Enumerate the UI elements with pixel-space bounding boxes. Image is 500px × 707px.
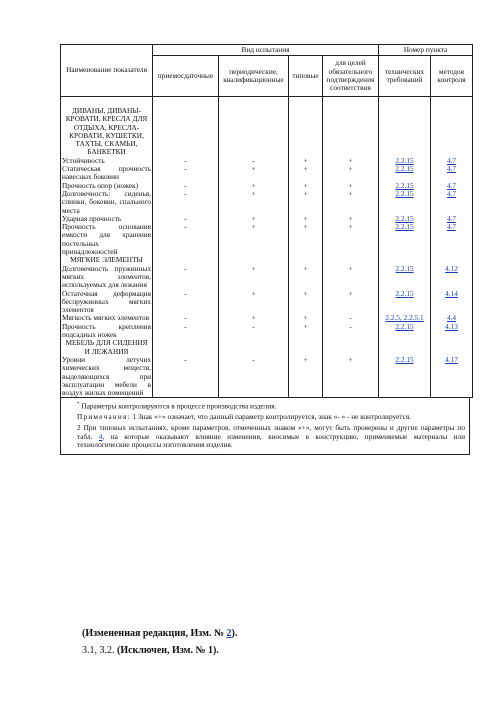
tech-req-cell [379, 323, 431, 340]
row-name: Долговечность: сиденья, спинки, боковин, спального места [62, 189, 151, 215]
mark-typ: + [289, 215, 323, 223]
tech-req-link[interactable]: 2.2.15 [395, 223, 414, 232]
method-link[interactable]: 4.7 [446, 189, 457, 198]
mark-cert: + [323, 265, 379, 290]
method-link[interactable]: 4.14 [445, 289, 458, 298]
table-row [61, 157, 473, 165]
tech-req-link[interactable]: 2.2.15 [395, 214, 414, 223]
method-cell [431, 165, 473, 182]
header-periodic: периодические, квалификационные [219, 56, 289, 97]
mark-cert: + [323, 215, 379, 223]
table-row [61, 215, 473, 223]
method-link[interactable]: 4.4 [446, 314, 457, 323]
edition-note: (Измененная редакция, Изм. № 2). [82, 628, 238, 639]
header-name: Наименование показателя [61, 45, 153, 97]
mark-per: + [219, 314, 289, 322]
method-link[interactable]: 4.7 [446, 156, 457, 165]
tech-req-cell [379, 182, 431, 190]
mark-cert: + [323, 190, 379, 215]
header-acceptance: приемосдаточные [153, 56, 219, 97]
mark-cert: + [323, 356, 379, 398]
header-certification: для целей обязательного подтверждения соответствия [323, 56, 379, 97]
method-link[interactable]: 4.12 [445, 264, 458, 273]
mark-per: - [219, 356, 289, 398]
mark-cert: + [323, 165, 379, 182]
method-link[interactable]: 4.7 [446, 181, 457, 190]
tech-req-cell [379, 190, 431, 215]
mark-cert: + [323, 157, 379, 165]
group-row-sitting [61, 339, 473, 356]
header-typical: типовые [289, 56, 323, 97]
table-notes [60, 398, 470, 454]
group-row-divans [61, 97, 473, 157]
method-link[interactable]: 4.17 [445, 355, 458, 364]
row-name: Устойчивость [61, 157, 153, 165]
group-row-soft [61, 256, 473, 264]
mark-per: + [219, 215, 289, 223]
mark-acc: - [153, 157, 219, 165]
table-body [61, 97, 473, 398]
method-link[interactable]: 4.13 [445, 322, 458, 331]
header-test-type: Вид испытания [153, 45, 379, 56]
mark-per: - [219, 157, 289, 165]
method-cell [431, 356, 473, 398]
table-row [61, 314, 473, 322]
tech-req-cell [379, 157, 431, 165]
mark-acc: - [153, 190, 219, 215]
mark-acc: - [153, 265, 219, 290]
mark-typ: + [289, 323, 323, 340]
mark-per: - [219, 323, 289, 340]
method-link[interactable]: 4.7 [446, 214, 457, 223]
mark-per: + [219, 182, 289, 190]
tech-req-link[interactable]: 2.2.15 [395, 181, 414, 190]
mark-typ: + [289, 165, 323, 182]
tech-req-cell [379, 314, 431, 322]
row-name: Статическая прочность навесных боковин [62, 165, 151, 182]
mark-typ: + [289, 290, 323, 315]
method-link[interactable]: 4.7 [446, 165, 457, 174]
row-name: Прочность опор (ножек) [61, 182, 153, 190]
mark-acc: - [153, 165, 219, 182]
tech-req-link[interactable]: 2.2.15 [395, 156, 414, 165]
mark-per: + [219, 290, 289, 315]
tech-req-link[interactable]: 2.2.15 [395, 289, 414, 298]
mark-acc: - [153, 290, 219, 315]
mark-acc: - [153, 323, 219, 340]
mark-acc: - [153, 314, 219, 322]
tech-req-link[interactable]: 2.2.15 [395, 355, 414, 364]
group-title-soft: МЯГКИЕ ЭЛЕМЕНТЫ [61, 256, 153, 264]
method-cell [431, 265, 473, 290]
tech-req-link[interactable]: 2.2.15 [395, 189, 414, 198]
method-cell [431, 157, 473, 165]
row-name: Прочность крепления подсадных ножек [62, 322, 151, 340]
table-row [61, 165, 473, 182]
table-row [61, 190, 473, 215]
table-row [61, 182, 473, 190]
mark-cert: + [323, 182, 379, 190]
mark-cert: + [323, 290, 379, 315]
method-cell [431, 290, 473, 315]
table-row [61, 323, 473, 340]
mark-typ: + [289, 190, 323, 215]
method-cell [431, 223, 473, 256]
mark-typ: + [289, 265, 323, 290]
header-clause-no: Номер пункта [379, 45, 473, 56]
tech-req-cell [379, 223, 431, 256]
mark-acc: - [153, 356, 219, 398]
amendment-2-link[interactable]: 2 [226, 628, 232, 639]
tech-req-cell [379, 290, 431, 315]
mark-cert: - [323, 323, 379, 340]
method-cell [431, 314, 473, 322]
tech-req-cell [379, 356, 431, 398]
group-title-sitting: МЕБЕЛЬ ДЛЯ СИДЕНИЯ И ЛЕЖАНИЯ [61, 339, 153, 356]
mark-cert: - [323, 314, 379, 322]
mark-typ: + [289, 223, 323, 256]
tech-req-link[interactable]: 2.2.15 [395, 264, 414, 273]
method-cell [431, 323, 473, 340]
mark-acc: - [153, 182, 219, 190]
row-name: Ударная прочность [61, 215, 153, 223]
row-name: Уровни летучих химических веществ, выделяющихся при эксплуатации мебели в воздух жилых помещений [62, 355, 151, 398]
tech-req-cell [379, 165, 431, 182]
star-note: * Параметры контролируются в процессе производства изделия. [77, 401, 277, 411]
mark-per: + [219, 223, 289, 256]
mark-typ: + [289, 157, 323, 165]
table-row [61, 356, 473, 398]
test-types-table [60, 44, 473, 398]
remark-1: Примечания: 1 Знак «+» означает, что данный параметр контролируется, знак «- » - не контролируется. [77, 412, 412, 422]
requirements-sheet [60, 44, 472, 455]
row-name: Прочность основания емкости для хранения постельных принадлежностей [62, 223, 151, 257]
tech-req-cell [379, 215, 431, 223]
mark-typ: + [289, 182, 323, 190]
method-cell [431, 215, 473, 223]
table-4-link[interactable]: 4 [98, 431, 103, 441]
method-link[interactable]: 4.7 [446, 223, 457, 232]
mark-typ: + [289, 314, 323, 322]
table-row [61, 265, 473, 290]
method-cell [431, 190, 473, 215]
tech-req-link[interactable]: 2.2.5, 2.2.5.1 [385, 314, 424, 323]
header-tech-req: технических требований [379, 56, 431, 97]
table-row [61, 290, 473, 315]
tech-req-cell [379, 265, 431, 290]
row-name: Остаточная деформация беспружинных мягких элементов [62, 289, 151, 315]
mark-typ: + [289, 356, 323, 398]
excluded-note: 3.1, 3.2. (Исключен, Изм. № 1). [82, 645, 219, 656]
row-name: Мягкость мягких элементов [61, 314, 153, 322]
tech-req-link[interactable]: 2.2.15 [395, 165, 414, 174]
remark-2: 2 При типовых испытаниях, кроме параметров, отмеченных знаком «+», могут быть проверены и другие параметры по табл. 4, на которые оказывают влияние изменения, вносимые в конструкцию, применяемые материалы или технологические процессы изготовления изделия. [77, 423, 465, 450]
mark-per: + [219, 190, 289, 215]
method-cell [431, 182, 473, 190]
tech-req-link[interactable]: 2.2.15 [395, 322, 414, 331]
row-name: Долговечность пружинных мягких элементов, используемых для лежания [62, 264, 151, 290]
mark-acc: - [153, 215, 219, 223]
mark-per: + [219, 265, 289, 290]
mark-per: + [219, 165, 289, 182]
table-row [61, 223, 473, 256]
group-title-divans: ДИВАНЫ, ДИВАНЫ-КРОВАТИ, КРЕСЛА ДЛЯ ОТДЫХА, КРЕСЛА-КРОВАТИ, КУШЕТКИ, ТАХТЫ, СКАМЬИ, БАНКЕТКИ [61, 97, 153, 157]
mark-cert: + [323, 223, 379, 256]
header-methods: методов контроля [431, 56, 473, 97]
mark-acc: - [153, 223, 219, 256]
